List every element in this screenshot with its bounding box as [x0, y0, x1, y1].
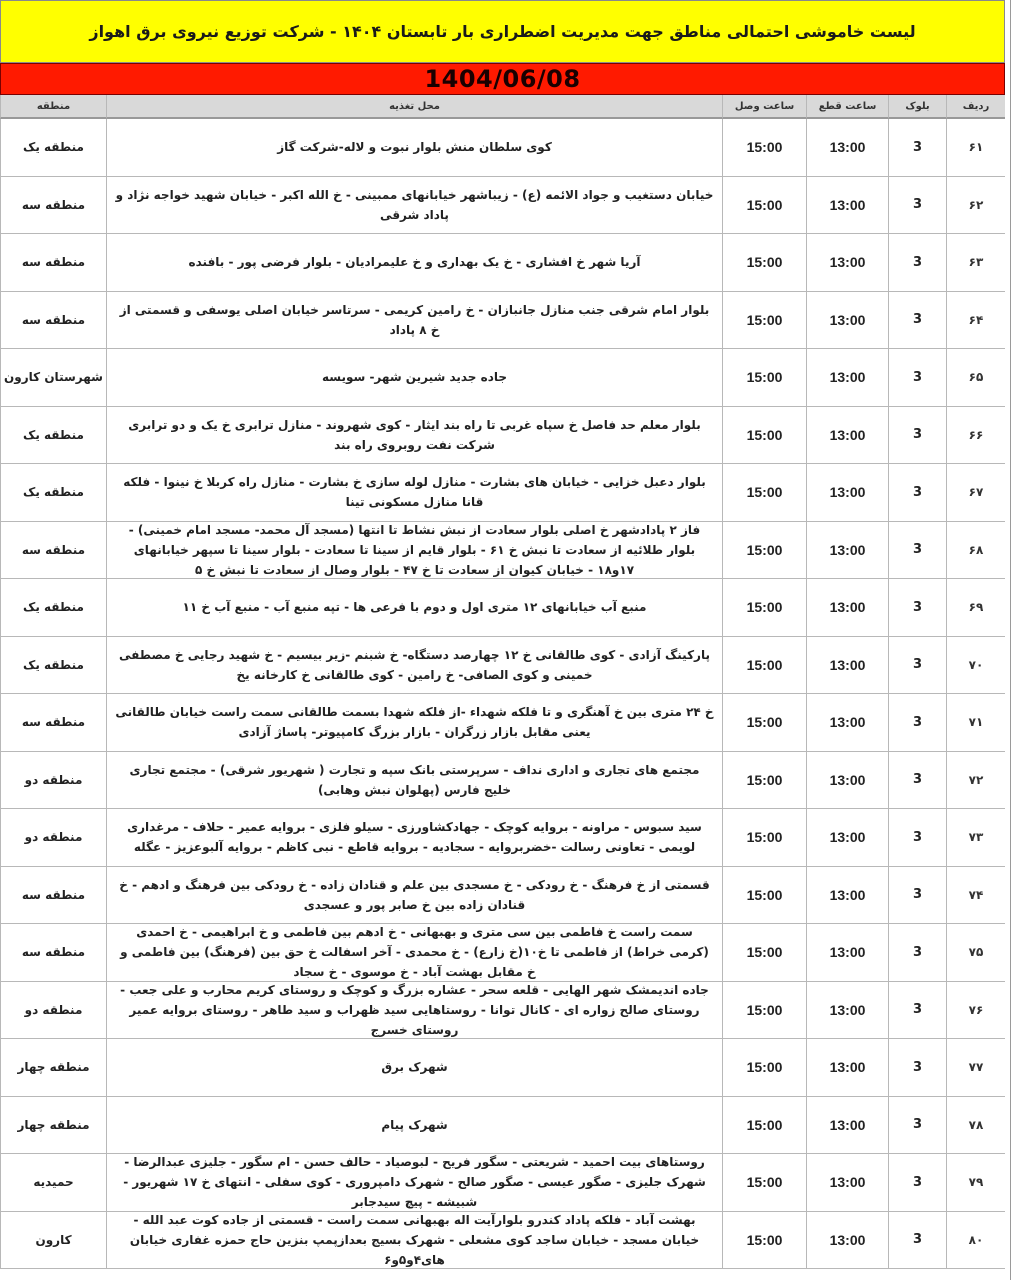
row-connect-time: 15:00 — [722, 522, 806, 580]
row-block: 3 — [888, 1039, 946, 1097]
row-block: 3 — [888, 694, 946, 752]
row-connect-time: 15:00 — [722, 464, 806, 522]
row-block: 3 — [888, 1097, 946, 1155]
column-header-block: بلوک — [888, 95, 946, 119]
row-region: منطقه سه — [0, 234, 106, 292]
table-row — [0, 119, 1005, 177]
table-row — [0, 522, 1005, 580]
row-location: مجتمع های تجاری و اداری نداف - سرپرستی بانک سپه و تجارت ( شهریور شرقی) - مجتمع تجاری خلیج فارس (پهلوان نبش وهابی) — [106, 752, 722, 810]
row-region: منطقه چهار — [0, 1039, 106, 1097]
row-index: ۶۳ — [946, 234, 1005, 292]
row-block: 3 — [888, 234, 946, 292]
column-header-location: محل تغذیه — [106, 95, 722, 119]
row-location: بلوار دعبل خزایی - خیابان های بشارت - منازل لوله سازی خ بشارت - منازل راه کربلا خ نینوا - فلکه قانا منازل مسکونی تینا — [106, 464, 722, 522]
row-connect-time: 15:00 — [722, 1039, 806, 1097]
row-index: ۷۵ — [946, 924, 1005, 982]
document-title: لیست خاموشی احتمالی مناطق جهت مدیریت اضطراری بار تابستان ۱۴۰۴ - شرکت توزیع نیروی برق اهواز — [0, 0, 1005, 63]
row-connect-time: 15:00 — [722, 924, 806, 982]
row-region: منطقه دو — [0, 809, 106, 867]
table-row — [0, 867, 1005, 925]
row-block: 3 — [888, 809, 946, 867]
row-index: ۶۸ — [946, 522, 1005, 580]
row-cut-time: 13:00 — [806, 809, 888, 867]
row-block: 3 — [888, 982, 946, 1040]
row-cut-time: 13:00 — [806, 464, 888, 522]
row-location: منبع آب خیابانهای ۱۲ متری اول و دوم با فرعی ها - تپه منبع آب - منبع آب خ ۱۱ — [106, 579, 722, 637]
row-cut-time: 13:00 — [806, 234, 888, 292]
table-row — [0, 349, 1005, 407]
row-block: 3 — [888, 522, 946, 580]
row-location: بلوار امام شرقی جنب منازل جانبازان - خ رامین کریمی - سرتاسر خیابان اصلی یوسفی و قسمتی از خ ۸ پاداد — [106, 292, 722, 350]
row-connect-time: 15:00 — [722, 234, 806, 292]
row-connect-time: 15:00 — [722, 1154, 806, 1212]
row-connect-time: 15:00 — [722, 292, 806, 350]
row-region: منطقه سه — [0, 292, 106, 350]
row-location: شهرک برق — [106, 1039, 722, 1097]
row-index: ۷۶ — [946, 982, 1005, 1040]
row-cut-time: 13:00 — [806, 752, 888, 810]
row-location: خیابان دستغیب و جواد الائمه (ع) - زیباشهر خیابانهای ممبینی - خ الله اکبر - خیابان شهید خواجه نژاد و پاداد شرقی — [106, 177, 722, 235]
row-location: قسمتی از خ فرهنگ - خ رودکی - خ مسجدی بین علم و قنادان زاده - خ رودکی بین فرهنگ و ادهم - خ قنادان زاده بین خ صابر پور و عسجدی — [106, 867, 722, 925]
row-region: منطقه دو — [0, 752, 106, 810]
row-connect-time: 15:00 — [722, 867, 806, 925]
row-region: منطقه سه — [0, 694, 106, 752]
table-row — [0, 1154, 1005, 1212]
column-header-region: منطقه — [0, 95, 106, 119]
table-row — [0, 1097, 1005, 1155]
row-index: ۶۹ — [946, 579, 1005, 637]
row-index: ۷۷ — [946, 1039, 1005, 1097]
row-cut-time: 13:00 — [806, 694, 888, 752]
row-cut-time: 13:00 — [806, 1039, 888, 1097]
row-block: 3 — [888, 924, 946, 982]
row-index: ۷۰ — [946, 637, 1005, 695]
row-index: ۶۲ — [946, 177, 1005, 235]
row-region: منطقه یک — [0, 119, 106, 177]
row-index: ۷۸ — [946, 1097, 1005, 1155]
row-index: ۷۳ — [946, 809, 1005, 867]
row-block: 3 — [888, 1212, 946, 1270]
table-row — [0, 1212, 1005, 1270]
row-index: ۸۰ — [946, 1212, 1005, 1270]
row-block: 3 — [888, 579, 946, 637]
row-location: سید سبوس - مراونه - بروایه کوچک - جهادکشاورزی - سیلو فلزی - بروایه عمیر - حلاف - مرغداری لویمی - تعاونی رسالت -خضربروایه - سجادیه - بروایه قاطع - نبی کاظم - بروایه آلبوعزیز - عگله — [106, 809, 722, 867]
row-block: 3 — [888, 867, 946, 925]
row-region: منطقه سه — [0, 177, 106, 235]
row-region: کارون — [0, 1212, 106, 1270]
row-cut-time: 13:00 — [806, 924, 888, 982]
row-location: بلوار معلم حد فاصل خ سپاه غربی تا راه بند ایثار - کوی شهروند - منازل ترابری خ یک و دو ترابری شرکت نفت روبروی راه بند — [106, 407, 722, 465]
row-location: سمت راست خ فاطمی بین سی متری و بهبهانی - خ ادهم بین فاطمی و خ ابراهیمی - خ احمدی (کرمی خراط) از فاطمی تا خ۱۰(خ زارع) - خ محمدی - آخر اسفالت خ حق بین (فرهنگ) بین فاطمی و خ مقابل بهشت آباد - خ موسوی - خ سجاد — [106, 924, 722, 982]
row-block: 3 — [888, 464, 946, 522]
row-cut-time: 13:00 — [806, 982, 888, 1040]
table-row — [0, 292, 1005, 350]
row-location: جاده جدید شیرین شهر- سویسه — [106, 349, 722, 407]
row-block: 3 — [888, 177, 946, 235]
row-connect-time: 15:00 — [722, 119, 806, 177]
row-block: 3 — [888, 1154, 946, 1212]
row-cut-time: 13:00 — [806, 119, 888, 177]
table-row — [0, 694, 1005, 752]
row-connect-time: 15:00 — [722, 349, 806, 407]
row-connect-time: 15:00 — [722, 982, 806, 1040]
row-block: 3 — [888, 349, 946, 407]
table-row — [0, 752, 1005, 810]
row-location: فاز ۲ پادادشهر خ اصلی بلوار سعادت از نبش نشاط تا انتها (مسجد آل محمد- مسجد امام خمینی) - بلوار طلائیه از سعادت تا نبش خ ۶۱ - بلوار قایم از سینا تا سعادت - بلوار سینا تا سپهر خیابانهای ۱۷و۱۸ - خیابان کیوان از سعادت تا خ ۴۷ - بلوار وصال از سعادت تا نبش خ ۵ — [106, 522, 722, 580]
row-connect-time: 15:00 — [722, 177, 806, 235]
row-index: ۷۲ — [946, 752, 1005, 810]
row-block: 3 — [888, 292, 946, 350]
row-location: روستاهای بیت احمید - شریعتی - سگور فریح - لبوصیاد - حالف حسن - ام سگور - جلیزی عبدالرضا - شهرک جلیزی - صگور عیسی - صگور صالح - شهرک دامپروری - کوی سفلی - انتهای خ ۱۷ شهریور - شبیشه - پیچ سیدجابر — [106, 1154, 722, 1212]
row-region: منطقه سه — [0, 924, 106, 982]
row-region: منطقه دو — [0, 982, 106, 1040]
row-region: حمیدیه — [0, 1154, 106, 1212]
row-location: بهشت آباد - فلکه پاداد کندرو بلوارآیت اله بهبهانی سمت راست - قسمتی از جاده کوت عبد الله - خیابان مسجد - خیابان ساجد کوی مشعلی - شهرک بسیج بعدازپمپ بنزین حاج حمزه غفاری خیابان های۴و۵و۶ — [106, 1212, 722, 1270]
table-row — [0, 637, 1005, 695]
table-row — [0, 1039, 1005, 1097]
table-row — [0, 982, 1005, 1040]
row-index: ۶۱ — [946, 119, 1005, 177]
row-cut-time: 13:00 — [806, 1154, 888, 1212]
row-cut-time: 13:00 — [806, 637, 888, 695]
row-index: ۶۶ — [946, 407, 1005, 465]
row-cut-time: 13:00 — [806, 522, 888, 580]
row-block: 3 — [888, 637, 946, 695]
row-location: آریا شهر خ افشاری - خ یک بهداری و خ علیمرادیان - بلوار فرضی پور - بافنده — [106, 234, 722, 292]
table-row — [0, 407, 1005, 465]
row-connect-time: 15:00 — [722, 579, 806, 637]
row-region: منطقه یک — [0, 407, 106, 465]
row-location: پارکینگ آزادی - کوی طالقانی خ ۱۲ چهارصد دستگاه- خ شبنم -زیر بیسیم - خ شهید رجایی خ مصطفی خمینی و کوی الصافی- خ رامین - کوی طالقانی خ کارخانه یخ — [106, 637, 722, 695]
row-cut-time: 13:00 — [806, 349, 888, 407]
row-block: 3 — [888, 752, 946, 810]
row-location: کوی سلطان منش بلوار نبوت و لاله-شرکت گاز — [106, 119, 722, 177]
row-region: منطقه یک — [0, 579, 106, 637]
row-region: شهرستان کارون — [0, 349, 106, 407]
row-cut-time: 13:00 — [806, 867, 888, 925]
row-region: منطقه یک — [0, 464, 106, 522]
row-block: 3 — [888, 407, 946, 465]
row-index: ۷۱ — [946, 694, 1005, 752]
table-row — [0, 464, 1005, 522]
row-index: ۷۴ — [946, 867, 1005, 925]
row-index: ۶۴ — [946, 292, 1005, 350]
row-connect-time: 15:00 — [722, 694, 806, 752]
row-connect-time: 15:00 — [722, 752, 806, 810]
column-header-index: ردیف — [946, 95, 1005, 119]
row-cut-time: 13:00 — [806, 292, 888, 350]
date-banner — [0, 63, 1005, 95]
row-connect-time: 15:00 — [722, 637, 806, 695]
row-block: 3 — [888, 119, 946, 177]
row-cut-time: 13:00 — [806, 1097, 888, 1155]
row-cut-time: 13:00 — [806, 407, 888, 465]
row-region: منطقه یک — [0, 637, 106, 695]
row-index: ۷۹ — [946, 1154, 1005, 1212]
row-cut-time: 13:00 — [806, 177, 888, 235]
row-region: منطقه سه — [0, 522, 106, 580]
row-index: ۶۵ — [946, 349, 1005, 407]
column-header-cut-time: ساعت قطع — [806, 95, 888, 119]
row-location: خ ۲۴ متری بین خ آهنگری و تا فلکه شهداء -از فلکه شهدا بسمت طالقانی سمت راست خیابان طالقانی یعنی مقابل بازار زرگران - بازار بزرگ کامپیوتر- پاساژ آزادی — [106, 694, 722, 752]
column-header-connect-time: ساعت وصل — [722, 95, 806, 119]
table-row — [0, 809, 1005, 867]
row-region: منطقه سه — [0, 867, 106, 925]
row-connect-time: 15:00 — [722, 1212, 806, 1270]
row-location: شهرک پیام — [106, 1097, 722, 1155]
row-region: منطقه چهار — [0, 1097, 106, 1155]
table-header — [0, 95, 1005, 119]
row-connect-time: 15:00 — [722, 809, 806, 867]
schedule-date: 1404/06/08 — [424, 65, 581, 93]
table-row — [0, 924, 1005, 982]
row-index: ۶۷ — [946, 464, 1005, 522]
row-cut-time: 13:00 — [806, 1212, 888, 1270]
row-cut-time: 13:00 — [806, 579, 888, 637]
row-location: جاده اندیمشک شهر الهایی - قلعه سحر - عشاره بزرگ و کوچک و روستای کریم محارب و علی جعب - روستای صالح زواره ای - کانال توانا - روستاهایی سید ظهراب و سید طاهر - روستای بروایه عمیر روستای خسرج — [106, 982, 722, 1040]
row-connect-time: 15:00 — [722, 407, 806, 465]
table-row — [0, 177, 1005, 235]
table-row — [0, 234, 1005, 292]
row-connect-time: 15:00 — [722, 1097, 806, 1155]
table-row — [0, 579, 1005, 637]
